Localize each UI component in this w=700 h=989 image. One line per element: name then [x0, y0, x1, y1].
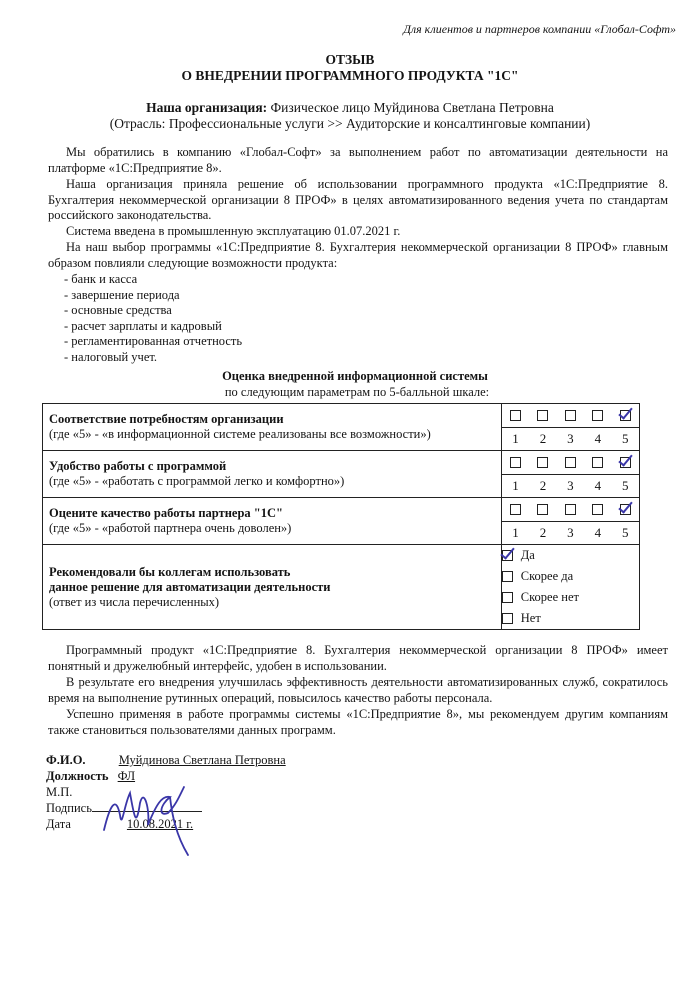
- score-number: 3: [567, 431, 574, 446]
- closing-interface: Программный продукт «1С:Предприятие 8. Бухгалтерия некоммерческой организации 8 ПРОФ» имеет понятный и дружелюбный интерфейс, удобен в использовании.: [48, 643, 668, 673]
- score-checkbox[interactable]: [565, 457, 576, 468]
- recommend-cell: [43, 545, 502, 630]
- score-number: 5: [622, 478, 629, 493]
- recommend-options: [501, 545, 639, 630]
- score-number: 5: [622, 525, 629, 540]
- criterion-title: Оцените качество работы партнера "1С": [49, 506, 283, 520]
- organization-label: Наша организация:: [146, 100, 268, 115]
- table-row: [43, 498, 640, 545]
- fio-value: Муйдинова Светлана Петровна: [118, 753, 286, 767]
- signature-stroke: [104, 787, 188, 855]
- score-checkbox[interactable]: [565, 410, 576, 421]
- score-checkbox[interactable]: [510, 504, 521, 515]
- organization-industry: (Отрасль: Профессиональные услуги >> Аудиторские и консалтинговые компании): [109, 116, 591, 131]
- score-number: 1: [512, 525, 519, 540]
- score-number: 2: [539, 431, 547, 446]
- score-checkbox[interactable]: [537, 504, 548, 515]
- criterion-cell: [43, 498, 502, 545]
- score-boxes: [502, 451, 639, 474]
- organization-value: Физическое лицо Муйдинова Светлана Петровна: [270, 100, 554, 115]
- paragraph-choice: На наш выбор программы «1С:Предприятие 8. Бухгалтерия некоммерческой организации 8 ПРОФ» главным образом повлияли следующие возможности продукта:: [48, 240, 668, 270]
- option-checkbox-checked[interactable]: [502, 550, 513, 561]
- recommend-option[interactable]: [502, 566, 639, 587]
- score-number: 2: [539, 525, 547, 540]
- score-number: 5: [622, 431, 629, 446]
- closing-result: В результате его внедрения улучшилась эффективность деятельности автоматизированных служб, сократилось время на выполнение рутинных операций, повысилось качество работы персонала.: [48, 675, 668, 705]
- score-cell: [501, 498, 639, 545]
- fio-line: [46, 753, 286, 769]
- score-checkbox[interactable]: [592, 410, 603, 421]
- criterion-hint: (где «5» - «работой партнера очень доволен»): [49, 521, 292, 535]
- criterion-title: Удобство работы с программой: [49, 459, 227, 473]
- score-checkbox[interactable]: [537, 457, 548, 468]
- score-numbers: [502, 521, 639, 544]
- paragraph-decision: Наша организация приняла решение об использовании программного продукта «1С:Предприятие 8. Бухгалтерия некоммерческой организации 8 ПРОФ» в целях автоматизированного ведения учета по стандартам российского законодательства.: [48, 177, 668, 222]
- score-number: 1: [512, 431, 519, 446]
- stamp-line: М.П.: [46, 785, 73, 799]
- list-item: - банк и касса: [64, 272, 138, 286]
- document-title: ОТЗЫВ: [325, 52, 375, 67]
- score-checkbox[interactable]: [537, 410, 548, 421]
- handwritten-signature: [100, 775, 195, 860]
- list-item: - основные средства: [64, 303, 172, 317]
- score-checkbox[interactable]: [592, 457, 603, 468]
- criterion-title: Соответствие потребностям организации: [49, 412, 284, 426]
- score-checkbox-checked[interactable]: [620, 504, 631, 515]
- criterion-cell: [43, 451, 502, 498]
- score-number: 2: [539, 478, 547, 493]
- document-subtitle: О ВНЕДРЕНИИ ПРОГРАММНОГО ПРОДУКТА "1С": [181, 68, 519, 83]
- score-cell: [501, 404, 639, 451]
- recommend-option[interactable]: [502, 608, 639, 629]
- evaluation-table: [42, 403, 640, 630]
- evaluation-title: Оценка внедренной информационной системы: [222, 369, 488, 383]
- recommend-hint: (ответ из числа перечисленных): [49, 594, 220, 609]
- date-value: 10.08.2021 г.: [126, 817, 194, 831]
- option-checkbox[interactable]: [502, 613, 513, 624]
- recommend-title-line2: данное решение для автоматизации деятельности: [49, 579, 331, 594]
- score-cell: [501, 451, 639, 498]
- score-checkbox[interactable]: [510, 410, 521, 421]
- position-value: ФЛ: [117, 769, 136, 783]
- score-number: 3: [567, 478, 574, 493]
- score-number: 3: [567, 525, 574, 540]
- header-note: Для клиентов и партнеров компании «Глобал-Софт»: [403, 22, 676, 36]
- table-row: [43, 451, 640, 498]
- date-label: Дата: [46, 817, 71, 831]
- criterion-hint: (где «5» - «в информационной системе реализованы все возможности»): [49, 427, 431, 441]
- option-label: Да: [520, 548, 535, 562]
- option-label: Нет: [520, 611, 541, 625]
- list-item: - регламентированная отчетность: [64, 334, 243, 348]
- table-row: [43, 404, 640, 451]
- option-label: Скорее нет: [520, 590, 579, 604]
- score-numbers: [502, 427, 639, 450]
- sign-label: Подпись: [46, 801, 92, 815]
- paragraph-launch: Система введена в промышленную эксплуатацию 01.07.2021 г.: [66, 224, 401, 238]
- score-number: 4: [594, 478, 602, 493]
- score-checkbox-checked[interactable]: [620, 410, 631, 421]
- position-label: Должность: [46, 769, 109, 783]
- table-row: [43, 545, 640, 630]
- criterion-cell: [43, 404, 502, 451]
- recommend-title-line1: Рекомендовали бы коллегам использовать: [49, 564, 291, 579]
- features-list: [64, 272, 242, 365]
- score-numbers: [502, 474, 639, 497]
- score-number: 1: [512, 478, 519, 493]
- recommend-option[interactable]: [502, 545, 639, 566]
- criterion-hint: (где «5» - «работать с программой легко и комфортно»): [49, 474, 345, 488]
- evaluation-subtitle: по следующим параметрам по 5-балльной шкале:: [224, 385, 490, 399]
- closing-recommendation: Успешно применяя в работе программы системы «1С:Предприятие 8», мы рекомендуем другим компаниям также становиться пользователями данных программ.: [48, 707, 668, 737]
- score-checkbox-checked[interactable]: [620, 457, 631, 468]
- fio-label: Ф.И.О.: [46, 753, 86, 767]
- organization-line: [0, 100, 700, 116]
- score-number: 4: [594, 431, 602, 446]
- option-label: Скорее да: [520, 569, 574, 583]
- score-number: 4: [594, 525, 602, 540]
- score-checkbox[interactable]: [592, 504, 603, 515]
- score-boxes: [502, 498, 639, 521]
- score-checkbox[interactable]: [510, 457, 521, 468]
- paragraph-intro: Мы обратились в компанию «Глобал-Софт» за выполнением работ по автоматизации деятельности на платформе «1С:Предприятие 8».: [48, 145, 668, 175]
- option-checkbox[interactable]: [502, 571, 513, 582]
- list-item: - завершение периода: [64, 287, 180, 302]
- list-item: - налоговый учет.: [64, 349, 158, 364]
- option-checkbox[interactable]: [502, 592, 513, 603]
- recommend-option[interactable]: [502, 587, 639, 608]
- list-item: - расчет зарплаты и кадровый: [64, 318, 222, 333]
- score-checkbox[interactable]: [565, 504, 576, 515]
- score-boxes: [502, 404, 639, 427]
